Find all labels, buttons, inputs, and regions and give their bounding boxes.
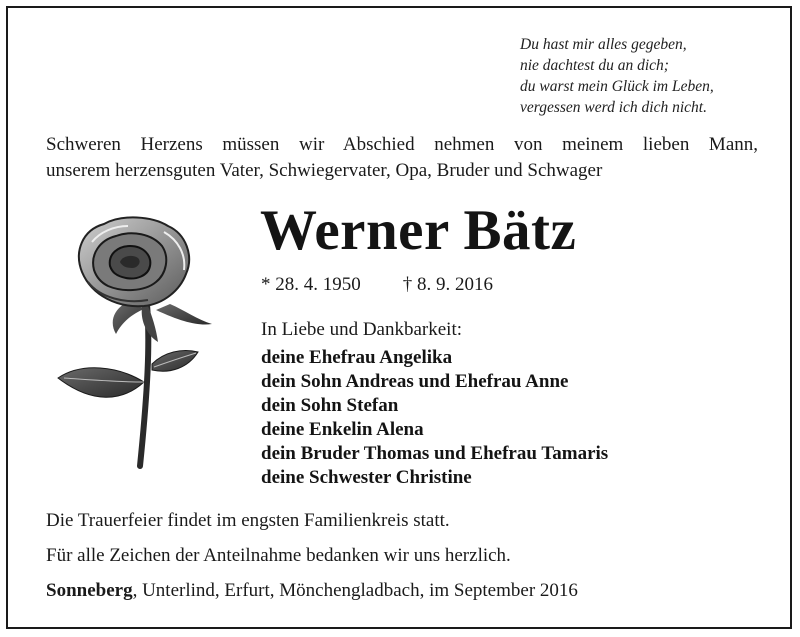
place-date-line (46, 580, 578, 602)
rose-icon (52, 212, 220, 470)
birth-date: * 28. 4. 1950 (261, 274, 361, 295)
family-lead: In Liebe und Dankbarkeit: (261, 319, 463, 340)
family-member: dein Sohn Stefan (261, 395, 399, 416)
deceased-name: Werner Bätz (260, 199, 577, 262)
thanks-notice: Für alle Zeichen der Anteilnahme bedanken wir uns herzlich. (46, 545, 511, 566)
intro-line: Schweren Herzens müssen wir Abschied nehmen von meinem lieben Mann, (46, 134, 758, 155)
intro-text (46, 132, 758, 184)
poem-line: Du hast mir alles gegeben, (520, 36, 687, 53)
family-member: dein Bruder Thomas und Ehefrau Tamaris (261, 443, 609, 464)
poem-line: du warst mein Glück im Leben, (520, 78, 714, 95)
place-name: Sonneberg (46, 580, 133, 601)
family-member: deine Ehefrau Angelika (261, 347, 453, 368)
funeral-notice: Die Trauerfeier findet im engsten Familienkreis statt. (46, 510, 450, 531)
poem (520, 34, 714, 118)
poem-line: nie dachtest du an dich; (520, 57, 669, 74)
family-member: dein Sohn Andreas und Ehefrau Anne (261, 371, 569, 392)
family-member: deine Schwester Christine (261, 467, 472, 488)
family-list (261, 318, 608, 490)
life-dates (261, 274, 493, 296)
family-member: deine Enkelin Alena (261, 419, 424, 440)
intro-line: unserem herzensguten Vater, Schwiegervater, Opa, Bruder und Schwager (46, 160, 603, 181)
poem-line: vergessen werd ich dich nicht. (520, 99, 707, 116)
death-date: † 8. 9. 2016 (402, 274, 493, 295)
place-rest: , Unterlind, Erfurt, Mönchengladbach, im September 2016 (132, 580, 578, 601)
